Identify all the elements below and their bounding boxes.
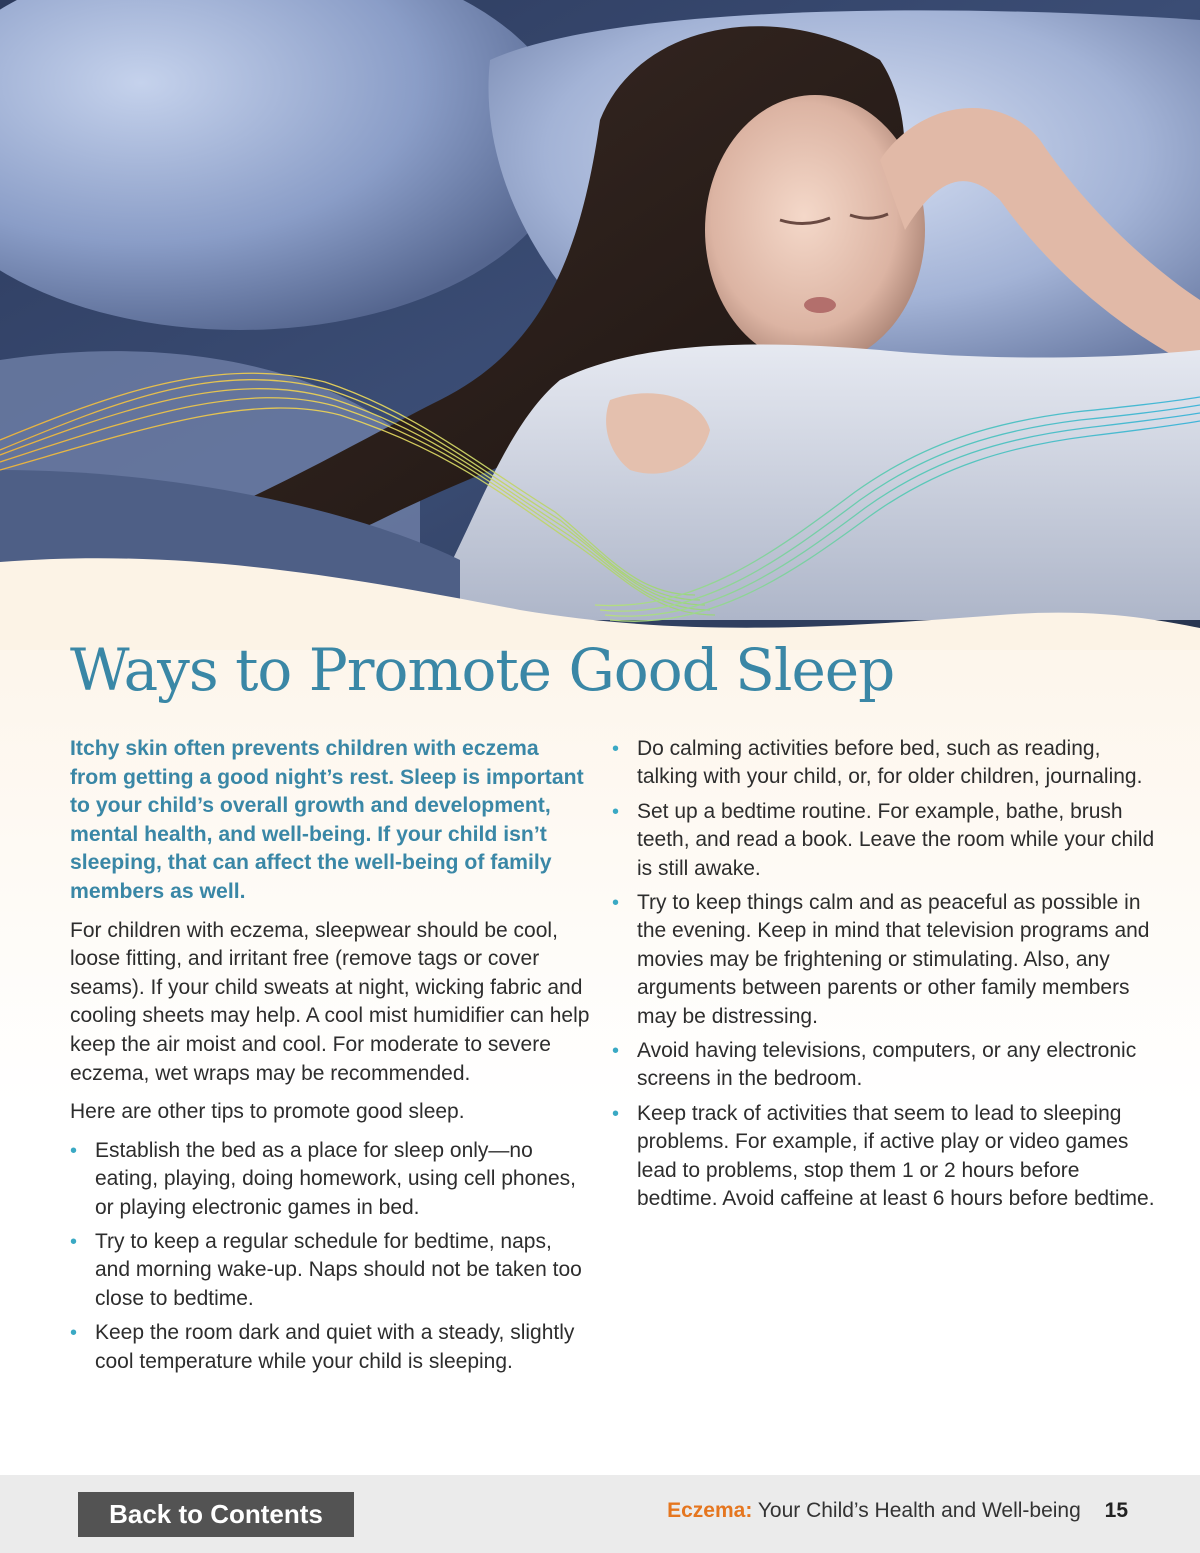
bullet-icon: • [612, 800, 620, 823]
bullet-icon: • [612, 1040, 620, 1063]
list-item [612, 1037, 1162, 1094]
intro-paragraph: Itchy skin often prevents children with eczema from getting a good night’s rest. Sleep is important to your child’s overall growth and development, mental health, and well-being. If your child isn’t sleeping, that can affect the well-being of family members as well. [70, 737, 584, 903]
bullet-icon: • [612, 1102, 620, 1125]
list-item-text: Keep track of activities that seem to lead to sleeping problems. For example, if active play or video games lead to problems, stop them 1 or 2 hours before bedtime. Avoid caffeine at least 6 hours before bedtime. [637, 1101, 1155, 1211]
list-item-text: Do calming activities before bed, such as reading, talking with your child, or, for older children, journaling. [637, 737, 1143, 789]
right-column [612, 735, 1162, 1220]
body-paragraph: Here are other tips to promote good sleep. [70, 1100, 465, 1124]
list-item-text: Try to keep a regular schedule for bedtime, naps, and morning wake-up. Naps should not be taken too close to bedtime. [95, 1229, 582, 1310]
list-item [70, 1228, 590, 1313]
sleeping-child-photo [0, 0, 1200, 650]
footer-publication [667, 1499, 1128, 1523]
list-item-text: Establish the bed as a place for sleep only—no eating, playing, doing homework, using cell phones, or playing electronic games in bed. [95, 1138, 576, 1219]
tips-list-right [612, 735, 1162, 1214]
list-item [70, 1137, 590, 1222]
list-item-text: Set up a bedtime routine. For example, bathe, brush teeth, and read a book. Leave the room while your child is still awake. [637, 799, 1155, 880]
list-item [612, 735, 1162, 792]
bullet-icon: • [612, 738, 620, 760]
list-item [70, 1319, 590, 1376]
body-paragraph: For children with eczema, sleepwear should be cool, loose fitting, and irritant free (remove tags or cover seams). If your child sweats at night, wicking fabric and cooling sheets may help. A cool mist humidifier can help keep the air moist and cool. For moderate to severe eczema, wet wraps may be recommended. [70, 918, 590, 1085]
tips-list-left [70, 1137, 590, 1376]
back-to-contents-button[interactable]: Back to Contents [78, 1492, 354, 1537]
list-item-text: Try to keep things calm and as peaceful as possible in the evening. Keep in mind that television programs and movies may be frightening or stimulating. Also, any arguments between parents or other family members may be distressing. [637, 891, 1150, 1028]
bullet-icon: • [70, 1322, 78, 1345]
left-column [70, 735, 590, 1382]
bullet-icon: • [70, 1139, 78, 1162]
list-item-text: Keep the room dark and quiet with a steady, slightly cool temperature while your child is sleeping. [95, 1321, 575, 1373]
list-item [612, 1100, 1162, 1214]
page-number: 15 [1104, 1499, 1128, 1522]
bullet-icon: • [612, 892, 620, 915]
list-item [612, 798, 1162, 883]
footer-subtitle: Your Child’s Health and Well-being [757, 1499, 1081, 1522]
footer-bar [0, 1475, 1200, 1553]
footer-brand: Eczema: [667, 1499, 753, 1522]
list-item [612, 889, 1162, 1031]
list-item-text: Avoid having televisions, computers, or any electronic screens in the bedroom. [637, 1039, 1137, 1091]
hero-image [0, 0, 1200, 650]
page-title: Ways to Promote Good Sleep [70, 636, 895, 704]
bullet-icon: • [70, 1230, 78, 1253]
